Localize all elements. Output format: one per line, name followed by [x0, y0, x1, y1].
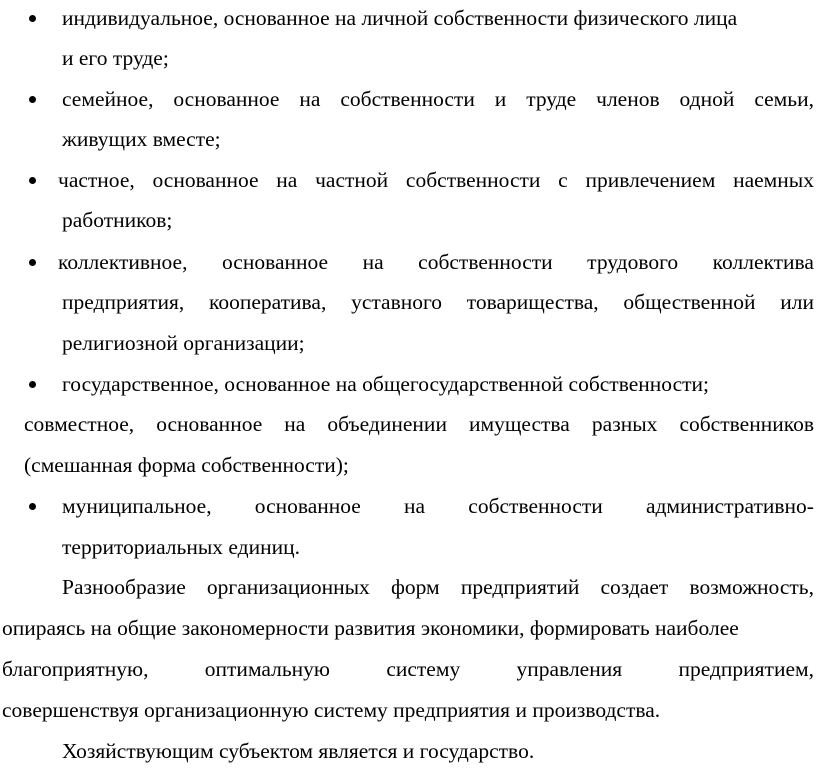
list-item-4-line-3 [62, 330, 305, 356]
word: семьи, [754, 87, 814, 111]
word: на [299, 87, 321, 111]
word: предприятия, [62, 290, 185, 314]
word: основанное [152, 168, 259, 192]
word: наемных [733, 168, 814, 192]
paragraph-line-3 [2, 656, 814, 682]
list-item-text: и его труде; [62, 46, 169, 70]
word: на [362, 250, 384, 274]
list-item-4-line-2 [62, 289, 814, 315]
word: собственников [679, 412, 814, 436]
word: частное, [58, 168, 135, 192]
paragraph-line-2 [2, 615, 739, 641]
word: возможность, [689, 575, 814, 599]
list-item-text: работников; [62, 208, 173, 232]
list-item-3-line-2 [62, 207, 172, 233]
word: трудового [587, 250, 679, 274]
list-item-text: государственное, основанное на общегосударственной собственности; [62, 372, 709, 396]
word: предприятием, [678, 657, 814, 681]
list-item-4-line-1 [58, 249, 814, 275]
list-item-6-line-2 [24, 452, 349, 478]
word: общественной [623, 290, 756, 314]
bullet-icon [29, 381, 36, 388]
word: собственности [468, 494, 603, 518]
word: уставного [351, 290, 443, 314]
list-item-text: живущих вместе; [62, 127, 221, 151]
word: с [558, 168, 568, 192]
paragraph-line-1 [62, 574, 814, 600]
bullet-icon [29, 15, 36, 22]
list-item-text: религиозной организации; [62, 331, 305, 355]
list-item-2-line-1 [62, 86, 814, 112]
list-item-1-line-1 [62, 5, 737, 31]
word: организационных [206, 575, 370, 599]
closing-text: Хозяйствующим субъектом является и государство. [62, 739, 535, 763]
word: благоприятную, [2, 657, 149, 681]
bullet-icon [29, 503, 36, 510]
word: основанное [173, 87, 280, 111]
paragraph-line-4 [2, 697, 660, 723]
word: семейное, [62, 87, 154, 111]
word: основанное [254, 494, 361, 518]
word: предприятий [460, 575, 580, 599]
list-item-text: индивидуальное, основанное на личной собственности физического лица [62, 6, 738, 30]
word: имущества [469, 412, 570, 436]
word: или [780, 290, 814, 314]
word: основанное [222, 250, 329, 274]
word: членов [596, 87, 660, 111]
word: собственности [405, 168, 541, 192]
list-item-5-line-1 [62, 371, 709, 397]
paragraph-text: опираясь на общие закономерности развития экономики, формировать наиболее [2, 616, 739, 640]
word: и [494, 87, 507, 111]
word: коллектива [712, 250, 814, 274]
word: управления [516, 657, 623, 681]
list-item-7-line-2 [62, 534, 300, 560]
word: частной [315, 168, 389, 192]
word: на [404, 494, 426, 518]
word: привлечением [585, 168, 716, 192]
bullet-icon [29, 259, 36, 266]
list-item-2-line-2 [62, 126, 221, 152]
bullet-icon [29, 177, 36, 184]
word: коллективное, [58, 250, 188, 274]
closing-sentence [62, 738, 534, 764]
word: на [284, 412, 306, 436]
list-item-3-line-1 [58, 167, 814, 193]
word: систему [386, 657, 461, 681]
word: собственности [340, 87, 475, 111]
word: собственности [418, 250, 553, 274]
word: оптимальную [204, 657, 330, 681]
list-item-1-line-2 [62, 45, 169, 71]
list-item-6-line-1 [24, 411, 814, 437]
word: одной [679, 87, 735, 111]
word: форм [390, 575, 440, 599]
word: Разнообразие [62, 575, 186, 599]
word: административно- [645, 494, 814, 518]
word: на [276, 168, 298, 192]
word: создает [600, 575, 669, 599]
list-item-text: (смешанная форма собственности); [24, 453, 349, 477]
bullet-icon [29, 96, 36, 103]
word: совместное, [24, 412, 135, 436]
list-item-text: территориальных единиц. [62, 535, 301, 559]
word: муниципальное, [62, 494, 212, 518]
word: товарищества, [466, 290, 599, 314]
word: труде [526, 87, 577, 111]
paragraph-text: совершенствуя организационную систему предприятия и производства. [2, 698, 661, 722]
word: объединении [327, 412, 447, 436]
word: разных [591, 412, 658, 436]
word: кооператива, [209, 290, 327, 314]
word: основанное [156, 412, 263, 436]
list-item-7-line-1 [62, 493, 814, 519]
